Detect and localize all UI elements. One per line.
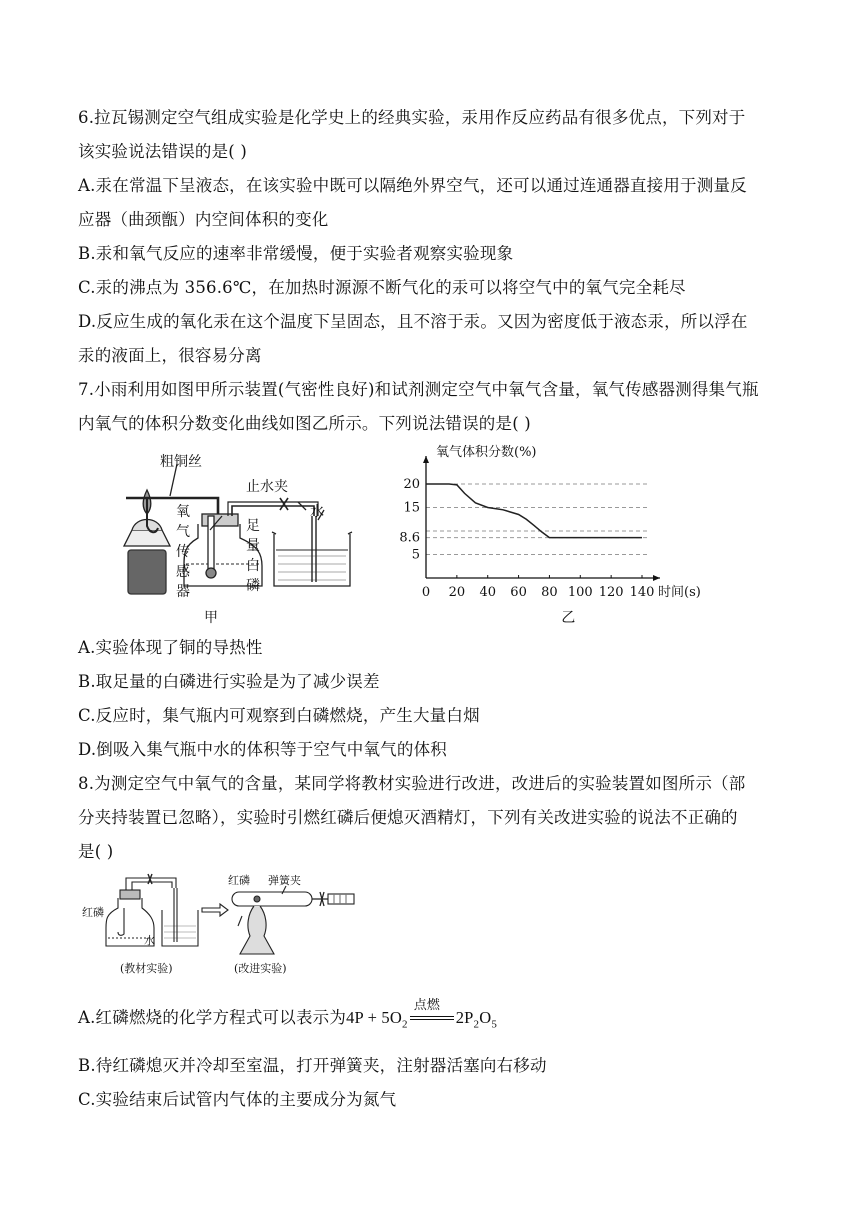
figure-q8-apparatus	[78, 868, 358, 978]
q8-stem-line-2: 分夹持装置已忽略），实验时引燃红磷后便熄灭酒精灯，下列有关改进实验的说法不正确的	[78, 808, 738, 827]
svg-text:量: 量	[246, 538, 260, 554]
sensor-label	[176, 504, 190, 600]
q6-option-c: C.汞的沸点为 356.6℃，在加热时源源不断气化的汞可以将空气中的氧气完全耗尽	[78, 278, 686, 297]
y-tick-label: 5	[411, 547, 420, 563]
q8-right-caption: (改进实验)	[234, 962, 287, 975]
q8-right-phosphorus-label: 红磷	[228, 874, 250, 887]
svg-text:传: 传	[176, 544, 190, 560]
y-tick-label: 20	[403, 477, 420, 492]
x-tick-label: 100	[567, 585, 593, 600]
figure-yi-caption: 乙	[561, 610, 576, 626]
x-tick-label: 60	[510, 585, 527, 600]
x-tick-label: 140	[629, 585, 655, 600]
figure-jia-apparatus	[110, 446, 370, 628]
lamp-base	[128, 550, 166, 594]
svg-text:足: 足	[246, 518, 260, 534]
q6-stem-line-1: 6.拉瓦锡测定空气组成实验是化学史上的经典实验，汞用作反应药品有很多优点，下列对于	[78, 108, 746, 127]
q7-option-c: C.反应时，集气瓶内可观察到白磷燃烧，产生大量白烟	[78, 706, 480, 725]
q7-stem-line-2: 内氧气的体积分数变化曲线如图乙所示。下列说法错误的是( )	[78, 414, 531, 433]
clamp-label: 止水夹	[246, 479, 288, 495]
svg-text:气: 气	[176, 524, 190, 540]
q7-option-a: A.实验体现了铜的导热性	[78, 638, 263, 657]
svg-text:器: 器	[176, 584, 190, 600]
svg-text:磷: 磷	[246, 578, 260, 594]
equation-condition: 点燃	[413, 998, 441, 1014]
x-tick-label: 0	[421, 585, 431, 600]
q7-option-b: B.取足量的白磷进行实验是为了减少误差	[78, 672, 380, 691]
figure-yi-chart	[390, 436, 701, 626]
oxygen-series-line	[426, 484, 642, 538]
q8-stem-line-3: 是( )	[78, 842, 114, 861]
svg-text:氧: 氧	[176, 504, 190, 520]
q6-stem-line-2: 该实验说法错误的是( )	[78, 142, 248, 161]
q8-option-a	[78, 998, 498, 1031]
q8-option-b: B.待红磷熄灭并冷却至室温，打开弹簧夹，注射器活塞向右移动	[78, 1056, 547, 1075]
q8-option-c: C.实验结束后试管内气体的主要成分为氮气	[78, 1090, 397, 1109]
q6-option-d-line-2: 汞的液面上，很容易分离	[78, 346, 262, 365]
x-tick-label: 120	[598, 585, 624, 600]
y-axis-arrow-icon	[423, 456, 429, 463]
q7-option-d: D.倒吸入集气瓶中水的体积等于空气中氧气的体积	[78, 740, 447, 759]
svg-text:白: 白	[246, 558, 260, 574]
q6-option-a-line-2: 应器（曲颈甑）内空间体积的变化	[78, 210, 329, 229]
x-tick-label: 80	[541, 585, 558, 600]
x-axis-label: 时间(s)	[658, 585, 701, 600]
q7-stem-line-1: 7.小雨利用如图甲所示装置(气密性良好)和试剂测定空气中氧气含量，氧气传感器测得集气瓶	[78, 380, 759, 399]
q8-left-caption: (教材实验)	[120, 962, 173, 975]
y-tick-label: 15	[403, 500, 420, 516]
x-axis-arrow-icon	[653, 575, 660, 581]
q8-right-clamp-label: 弹簧夹	[268, 874, 301, 887]
q8-stem-line-1: 8.为测定空气中氧气的含量，某同学将教材实验进行改进，改进后的实验装置如图所示（部	[78, 774, 746, 793]
clamp-icon	[280, 498, 288, 510]
q8-option-a-text: A.红磷燃烧的化学方程式可以表示为	[78, 1008, 347, 1027]
water-label: 水	[310, 504, 324, 520]
figure-jia-caption: 甲	[204, 610, 218, 626]
q6-option-a-line-1: A.汞在常温下呈液态，在该实验中既可以隔绝外界空气，还可以通过连通器直接用于测量反	[78, 176, 747, 195]
wire-label: 粗铜丝	[160, 454, 202, 470]
x-tick-label: 20	[448, 585, 466, 600]
y-tick-label: 8.6	[399, 530, 420, 546]
svg-text:感: 感	[176, 564, 190, 580]
q6-option-b: B.汞和氧气反应的速率非常缓慢，便于实验者观察实验现象	[78, 244, 514, 263]
x-tick-label: 40	[479, 585, 496, 600]
q6-option-d-line-1: D.反应生成的氧化汞在这个温度下呈固态，且不溶于汞。又因为密度低于液态汞，所以浮在	[78, 312, 748, 331]
q8-left-water-label: 水	[144, 934, 155, 947]
y-axis-label: 氧气体积分数(%)	[436, 445, 537, 460]
q8-equation: $4P + 5O_2$ 点燃 $2P_2O_5$	[346, 1008, 497, 1027]
q8-left-phosphorus-label: 红磷	[82, 906, 104, 919]
